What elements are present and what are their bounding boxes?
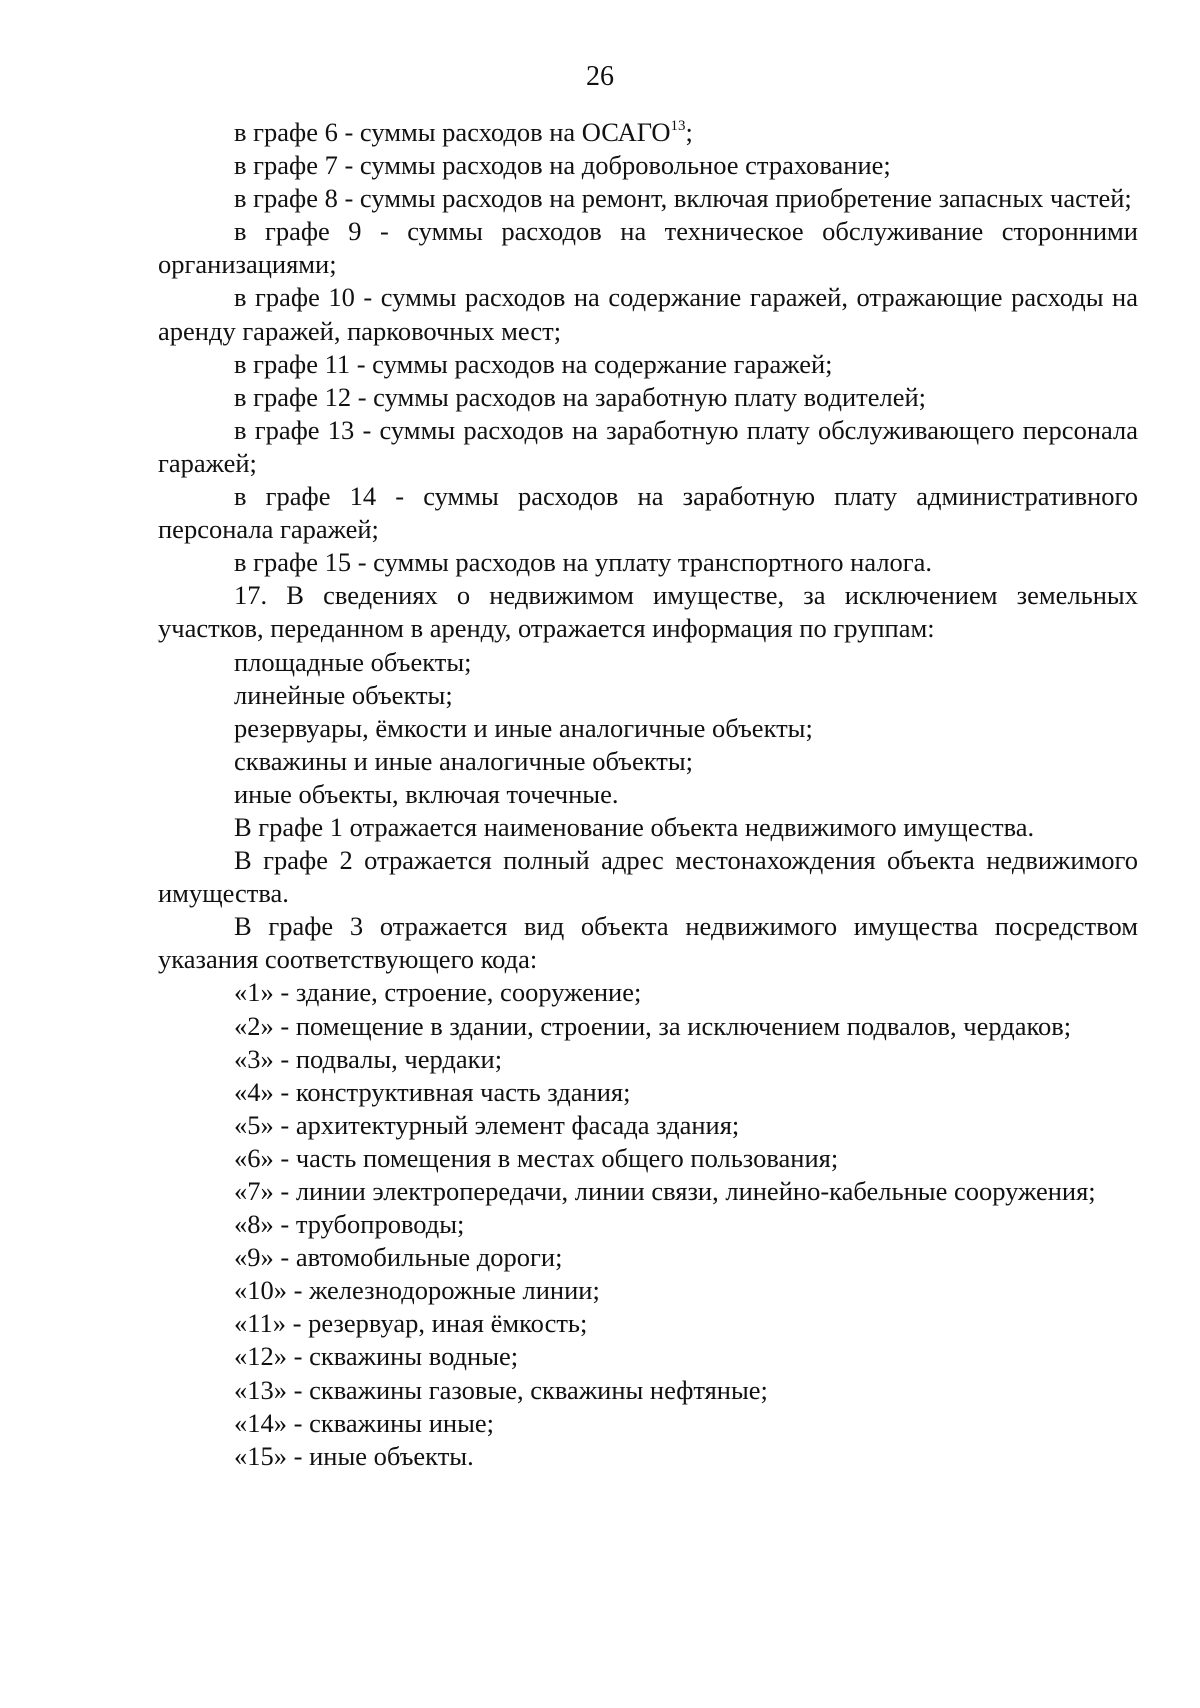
list-item-code: «15» - иные объекты. [234, 1440, 474, 1471]
list-item-code: «11» - резервуар, иная ёмкость; [234, 1308, 588, 1339]
paragraph-grafa-8: в графе 8 - суммы расходов на ремонт, включая приобретение запасных частей; [234, 183, 1132, 214]
paragraph-item-17: 17. В сведениях о недвижимом имуществе, за исключением земельных участков, переданном в аренду, отражается информация по группам: [158, 580, 1138, 644]
list-item-code: «4» - конструктивная часть здания; [234, 1076, 631, 1107]
list-item-group: скважины и иные аналогичные объекты; [234, 745, 694, 776]
list-item-code: «6» - часть помещения в местах общего пользования; [234, 1142, 839, 1173]
paragraph-grafa-10: в графе 10 - суммы расходов на содержание гаражей, отражающие расходы на аренду гаражей, парковочных мест; [158, 282, 1138, 346]
paragraph-grafa-15: в графе 15 - суммы расходов на уплату транспортного налога. [234, 547, 933, 578]
list-item-code: «13» - скважины газовые, скважины нефтяные; [234, 1374, 768, 1405]
paragraph-grafa-14: в графе 14 - суммы расходов на заработную плату административного персонала гаражей; [158, 481, 1138, 545]
paragraph-grafa-3: В графе 3 отражается вид объекта недвижимого имущества посредством указания соответствующего кода: [158, 911, 1138, 975]
list-item-code: «7» - линии электропередачи, линии связи, линейно-кабельные сооружения; [234, 1176, 1096, 1206]
paragraph-grafa-6 [158, 116, 1138, 149]
paragraph-grafa-2: В графе 2 отражается полный адрес местонахождения объекта недвижимого имущества. [158, 845, 1138, 909]
list-item-group: линейные объекты; [234, 679, 453, 710]
paragraph-grafa-11: в графе 11 - суммы расходов на содержание гаражей; [234, 348, 833, 379]
paragraph-grafa-7: в графе 7 - суммы расходов на добровольное страхование; [234, 150, 891, 181]
list-item-code: «3» - подвалы, чердаки; [234, 1043, 503, 1074]
list-item-group: резервуары, ёмкости и иные аналогичные объекты; [234, 712, 813, 743]
footnote-reference: 13 [670, 118, 686, 134]
list-item-code: «10» - железнодорожные линии; [234, 1275, 600, 1306]
list-item-code: «8» - трубопроводы; [234, 1209, 465, 1240]
list-item-code: «2» - помещение в здании, строении, за исключением подвалов, чердаков; [234, 1010, 1072, 1041]
paragraph-tail: ; [685, 117, 693, 147]
list-item-code: «1» - здание, строение, сооружение; [234, 977, 642, 1008]
list-item-code: «9» - автомобильные дороги; [234, 1242, 563, 1273]
paragraph-grafa-9: в графе 9 - суммы расходов на техническое обслуживание сторонними организациями; [158, 216, 1138, 280]
paragraph-grafa-13: в графе 13 - суммы расходов на заработную плату обслуживающего персонала гаражей; [158, 414, 1138, 478]
paragraph-grafa-1: В графе 1 отражается наименование объекта недвижимого имущества. [234, 811, 1035, 842]
paragraph-grafa-12: в графе 12 - суммы расходов на заработную плату водителей; [234, 381, 927, 412]
list-item-code: «5» - архитектурный элемент фасада здания; [234, 1109, 740, 1140]
list-item-code: «14» - скважины иные; [234, 1407, 495, 1438]
page-number: 26 [586, 61, 614, 92]
list-item-group: площадные объекты; [234, 646, 472, 677]
document-body [158, 116, 1138, 1473]
list-item-group: иные объекты, включая точечные. [234, 778, 619, 809]
paragraph-text: в графе 6 - суммы расходов на ОСАГО [234, 117, 671, 147]
list-item-code: «12» - скважины водные; [234, 1341, 519, 1372]
